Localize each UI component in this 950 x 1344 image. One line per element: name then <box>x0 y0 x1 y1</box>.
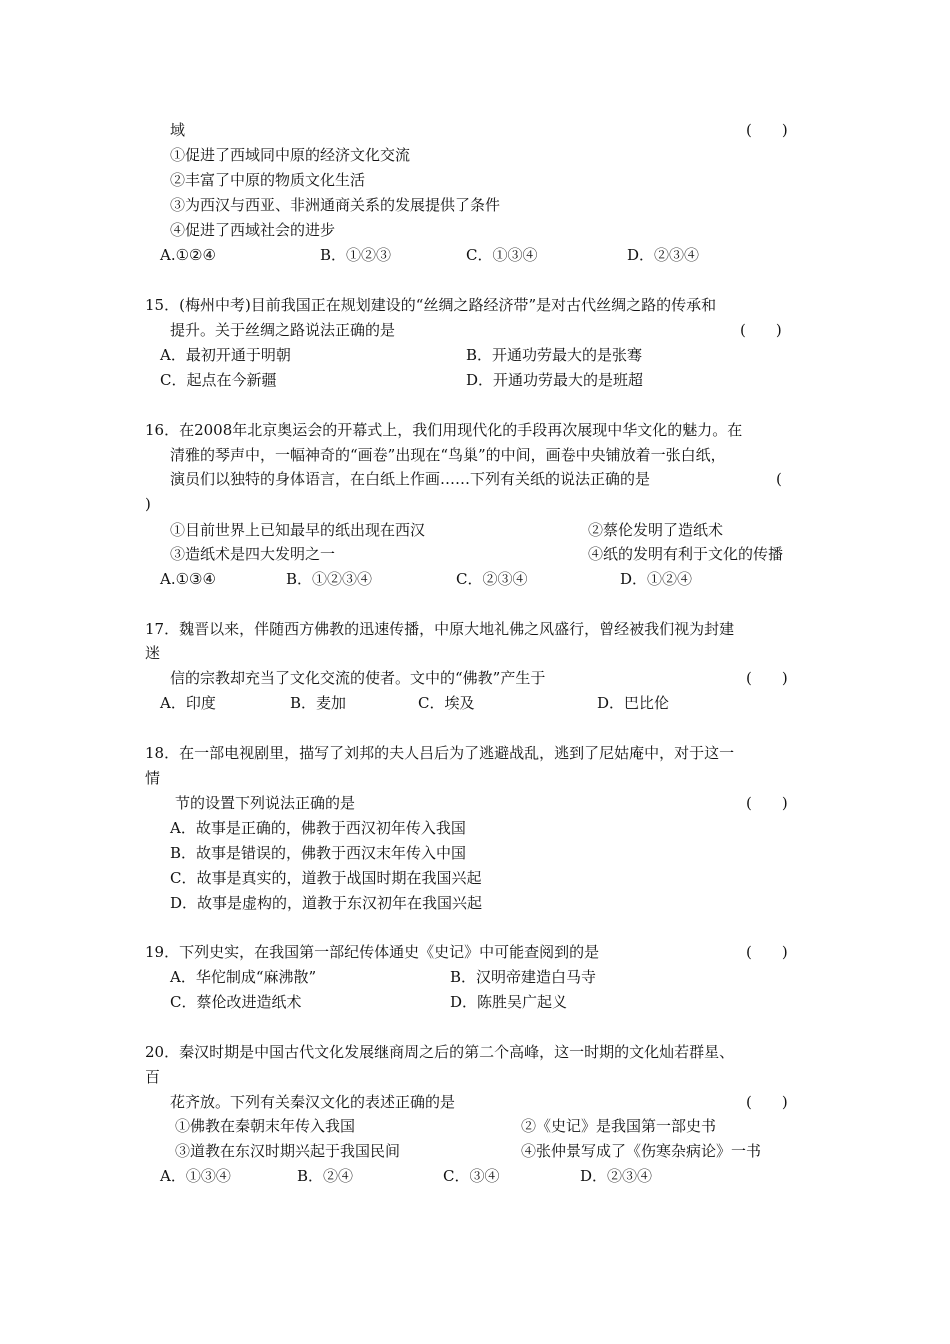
q16-item-1: ①目前世界上已知最早的纸出现在西汉 <box>170 521 426 539</box>
q17-option-a: A．印度 <box>160 694 216 712</box>
q18-option-a: A．故事是正确的，佛教于西汉初年传入我国 <box>170 819 466 837</box>
q17-option-c: C．埃及 <box>418 694 475 712</box>
q19-option-c: C．蔡伦改进造纸术 <box>170 993 302 1011</box>
q18-answer-paren: ( ) <box>746 794 788 812</box>
q19-stem-line-1: 19．下列史实，在我国第一部纪传体通史《史记》中可能查阅到的是 <box>145 943 600 961</box>
q15-option-c: C．起点在今新疆 <box>160 371 277 389</box>
q16-item-4: ④纸的发明有利于文化的传播 <box>588 545 784 563</box>
q20-stem-line-3: 花齐放。下列有关秦汉文化的表述正确的是 <box>170 1093 456 1111</box>
q16-option-d: D．①②④ <box>620 570 693 588</box>
q14-stem-end: 域 <box>170 121 186 139</box>
q20-option-b: B．②④ <box>297 1167 354 1185</box>
q15-option-b: B．开通功劳最大的是张骞 <box>466 346 643 364</box>
q20-item-4: ④张仲景写成了《伤寒杂病论》一书 <box>521 1142 762 1160</box>
q15-option-a: A．最初开通于明朝 <box>160 346 291 364</box>
q20-stem-line-2: 百 <box>145 1068 161 1086</box>
q15-stem-line-2: 提升。关于丝绸之路说法正确的是 <box>170 321 396 339</box>
q15-option-d: D．开通功劳最大的是班超 <box>466 371 644 389</box>
q17-stem-line-1: 17．魏晋以来，伴随西方佛教的迅速传播，中原大地礼佛之风盛行，曾经被我们视为封建 <box>145 620 735 638</box>
q18-stem-line-1: 18．在一部电视剧里，描写了刘邦的夫人吕后为了逃避战乱，逃到了尼姑庵中，对于这一 <box>145 744 735 762</box>
q16-option-c: C．②③④ <box>456 570 528 588</box>
q16-item-2: ②蔡伦发明了造纸术 <box>588 521 724 539</box>
q20-option-c: C．③④ <box>443 1167 500 1185</box>
q14-option-a: A.①②④ <box>160 246 216 264</box>
q16-answer-paren-close: ) <box>145 495 151 513</box>
q19-option-b: B．汉明帝建造白马寺 <box>450 968 597 986</box>
q14-answer-paren: ( ) <box>746 121 788 139</box>
q20-item-1: ①佛教在秦朝末年传入我国 <box>175 1117 356 1135</box>
q19-option-d: D．陈胜吴广起义 <box>450 993 568 1011</box>
q14-item-4: ④促进了西域社会的进步 <box>170 221 336 239</box>
q18-stem-line-3: 节的设置下列说法正确的是 <box>175 794 356 812</box>
q17-option-d: D．巴比伦 <box>597 694 670 712</box>
q19-answer-paren: ( ) <box>746 943 788 961</box>
q14-option-c: C．①③④ <box>466 246 538 264</box>
q14-option-d: D．②③④ <box>627 246 700 264</box>
q18-stem-line-2: 情 <box>145 769 161 787</box>
q14-item-1: ①促进了西域同中原的经济文化交流 <box>170 146 411 164</box>
q18-option-d: D．故事是虚构的，道教于东汉初年在我国兴起 <box>170 894 483 912</box>
q16-stem-line-3: 演员们以独特的身体语言，在白纸上作画……下列有关纸的说法正确的是 <box>170 470 651 488</box>
q16-item-3: ③造纸术是四大发明之一 <box>170 545 336 563</box>
q20-answer-paren: ( ) <box>746 1093 788 1111</box>
q20-item-2: ②《史记》是我国第一部史书 <box>521 1117 717 1135</box>
q20-item-3: ③道教在东汉时期兴起于我国民间 <box>175 1142 401 1160</box>
q15-stem-line-1: 15．(梅州中考)目前我国正在规划建设的“丝绸之路经济带”是对古代丝绸之路的传承和 <box>145 296 717 314</box>
q16-option-a: A.①③④ <box>160 570 216 588</box>
q17-stem-line-3: 信的宗教却充当了文化交流的使者。文中的“佛教”产生于 <box>170 669 546 687</box>
q16-option-b: B．①②③④ <box>286 570 373 588</box>
q14-option-b: B．①②③ <box>320 246 392 264</box>
q14-item-2: ②丰富了中原的物质文化生活 <box>170 171 366 189</box>
q20-option-a: A．①③④ <box>160 1167 231 1185</box>
q19-option-a: A．华佗制成“麻沸散” <box>170 968 317 986</box>
q20-stem-line-1: 20．秦汉时期是中国古代文化发展继商周之后的第二个高峰，这一时期的文化灿若群星、 <box>145 1043 735 1061</box>
q18-option-c: C．故事是真实的，道教于战国时期在我国兴起 <box>170 869 482 887</box>
q14-item-3: ③为西汉与西亚、非洲通商关系的发展提供了条件 <box>170 196 501 214</box>
q15-answer-paren: ( ) <box>740 321 782 339</box>
q18-option-b: B．故事是错误的，佛教于西汉末年传入中国 <box>170 844 467 862</box>
q17-stem-line-2: 迷 <box>145 644 161 662</box>
q16-stem-line-1: 16．在2008年北京奥运会的开幕式上，我们用现代化的手段再次展现中华文化的魅力。在 <box>145 421 743 439</box>
q17-answer-paren: ( ) <box>746 669 788 687</box>
q17-option-b: B．麦加 <box>290 694 347 712</box>
q16-stem-line-2: 清雅的琴声中，一幅神奇的“画卷”出现在“鸟巢”的中间，画卷中央铺放着一张白纸， <box>170 446 726 464</box>
q16-answer-paren-open: ( <box>776 470 782 488</box>
q20-option-d: D．②③④ <box>580 1167 653 1185</box>
